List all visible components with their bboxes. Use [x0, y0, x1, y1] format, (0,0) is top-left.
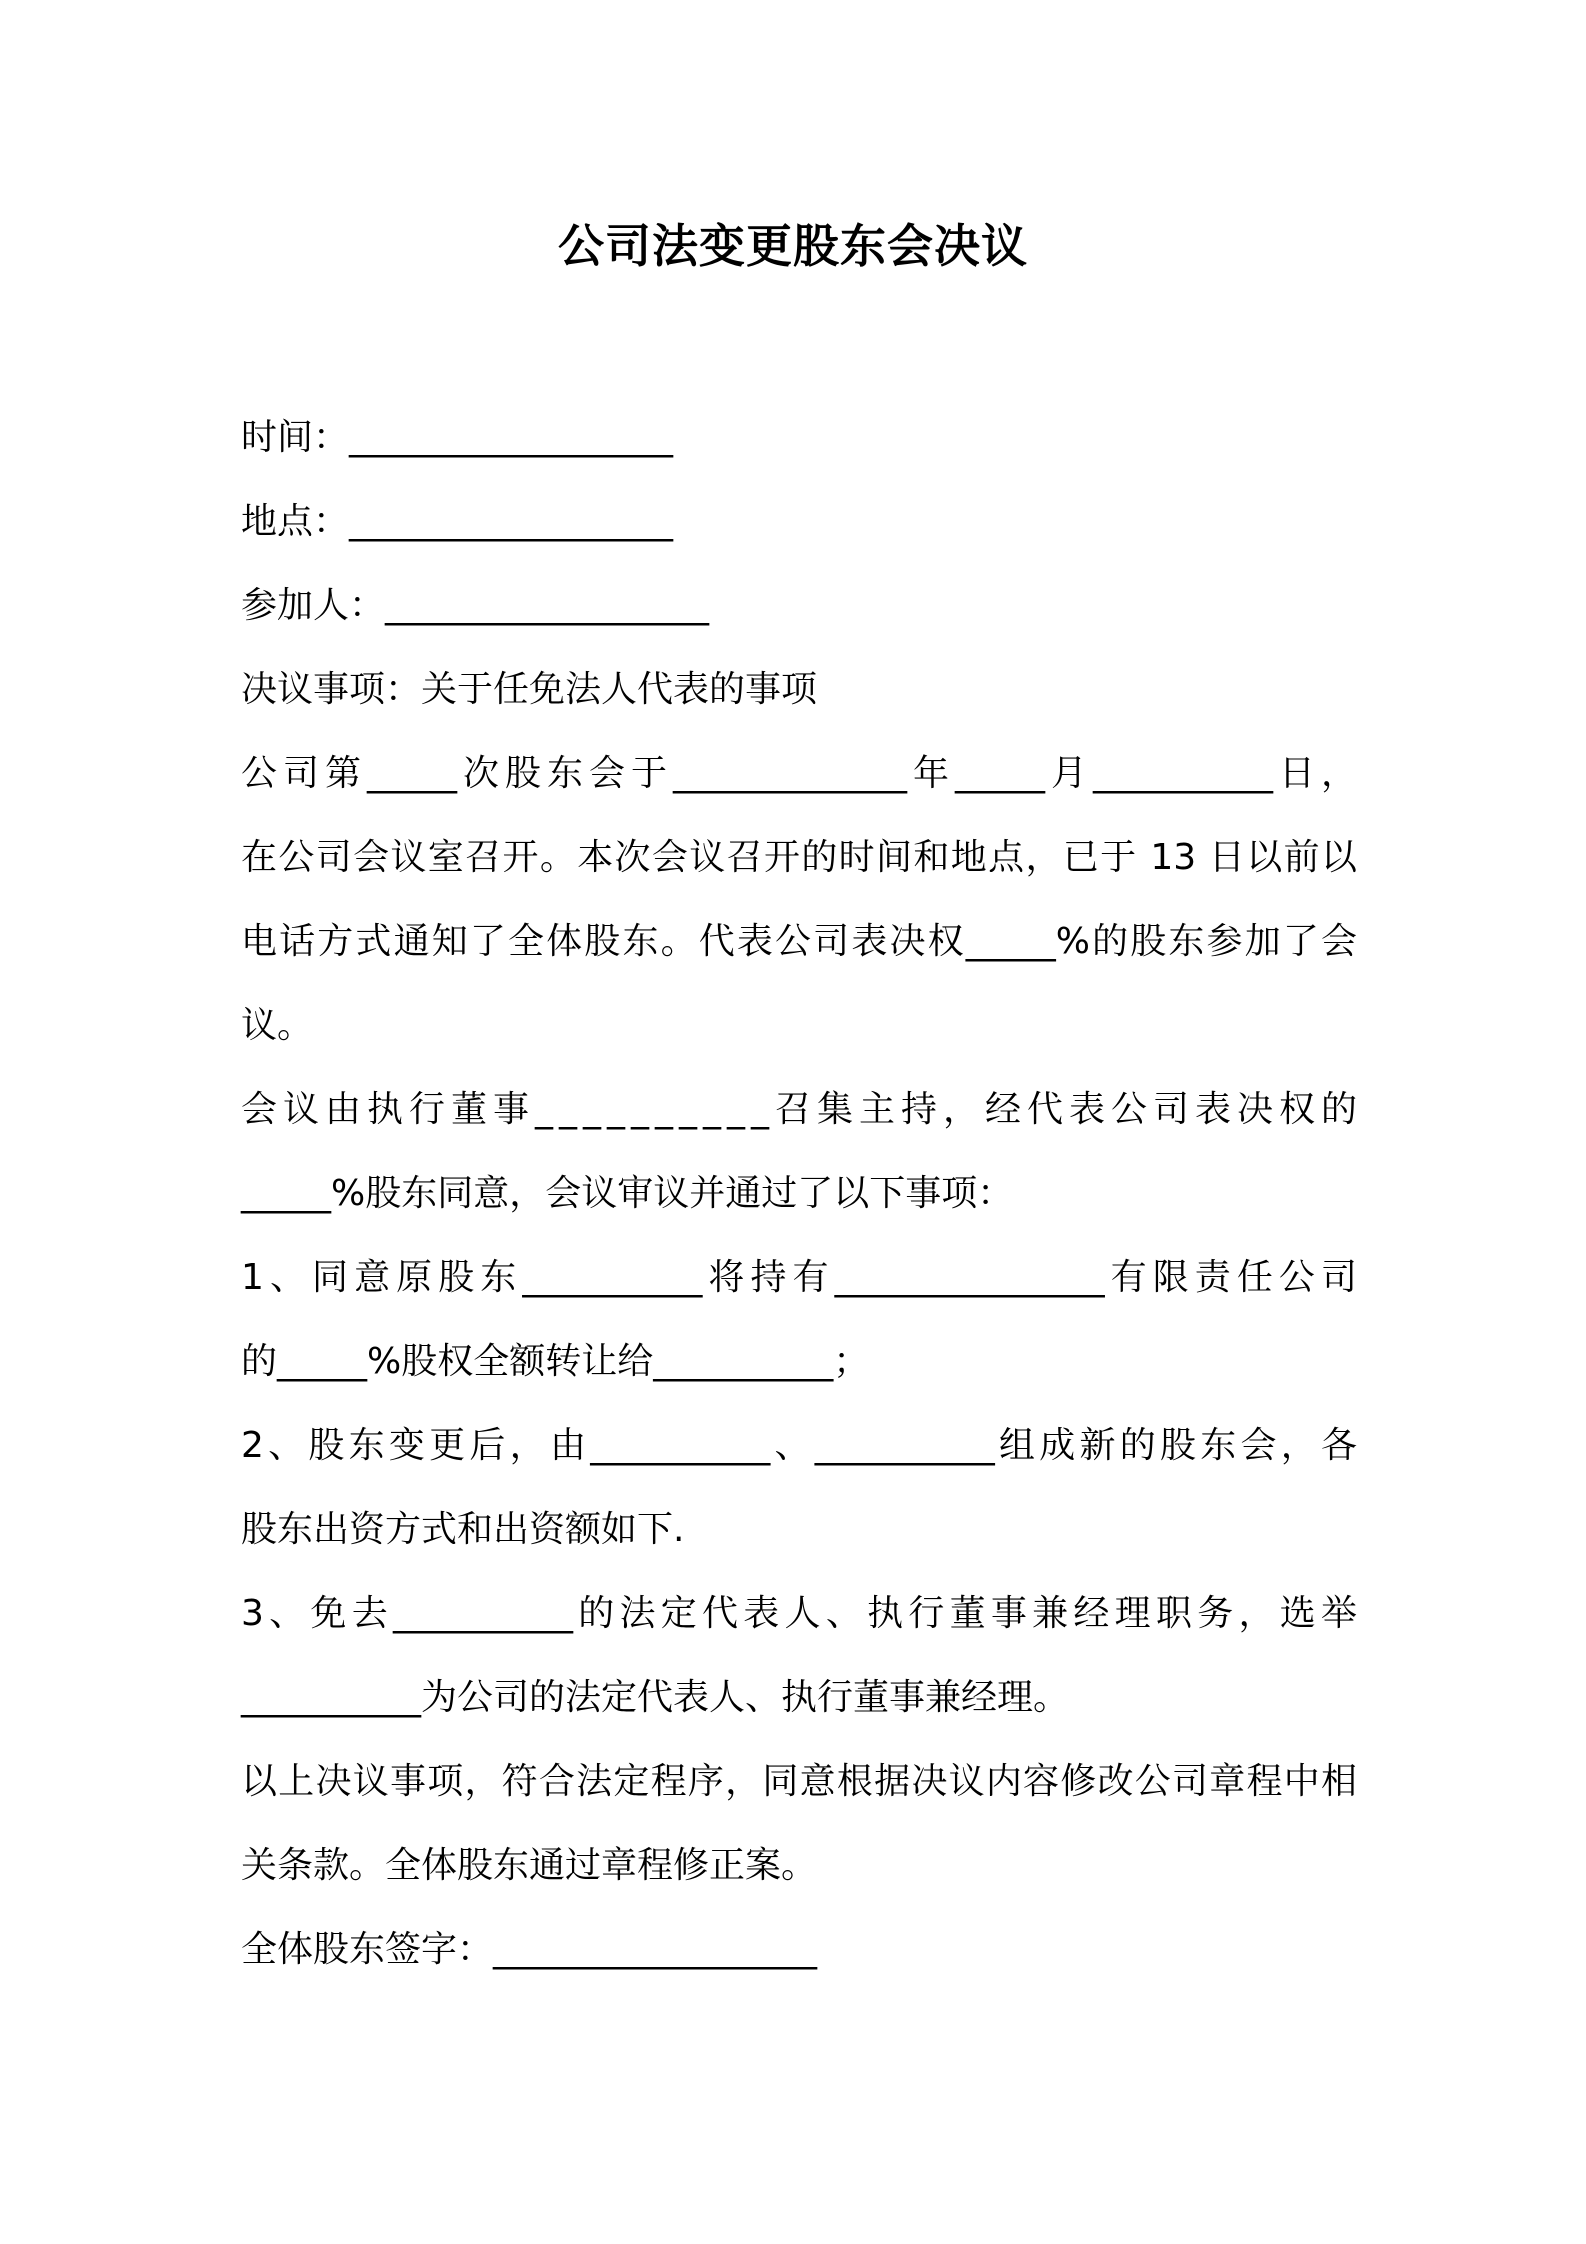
item-2-line: 2、股东变更后，由__________、__________组成新的股东会，各	[241, 1425, 1357, 1466]
item-3-line: 3、免去__________的法定代表人、执行董事兼经理职务，选举	[241, 1593, 1357, 1634]
document-title: 公司法变更股东会决议	[558, 219, 1028, 273]
conclusion-line: 以上决议事项，符合法定程序，同意根据决议内容修改公司章程中相	[241, 1761, 1357, 1802]
time-field-line: 时间：__________________	[241, 417, 674, 458]
meeting-location-line: 在公司会议室召开。本次会议召开的时间和地点，已于 13 日以前以	[241, 837, 1357, 878]
location-field-line: 地点：__________________	[241, 501, 674, 542]
item-1-line: 1、同意原股东__________将持有_______________有限责任公司	[241, 1257, 1357, 1298]
resolution-matter-line: 决议事项：关于任免法人代表的事项	[241, 669, 818, 710]
signature-line: 全体股东签字：__________________	[241, 1929, 818, 1970]
item-2-line-end: 股东出资方式和出资额如下.	[241, 1509, 685, 1550]
notification-line-end: 议。	[241, 1005, 314, 1046]
chair-line: 会议由执行董事__________召集主持，经代表公司表决权的	[241, 1089, 1364, 1130]
meeting-date-line: 公司第_____次股东会于_____________年_____月__________日，	[241, 753, 1357, 794]
approval-line: _____%股东同意，会议审议并通过了以下事项：	[241, 1173, 1014, 1214]
conclusion-line-end: 关条款。全体股东通过章程修正案。	[241, 1845, 818, 1886]
participants-field-line: 参加人：__________________	[241, 585, 710, 626]
item-1-line-end: 的_____%股权全额转让给__________；	[241, 1341, 870, 1382]
item-3-line-end: __________为公司的法定代表人、执行董事兼经理。	[241, 1677, 1070, 1718]
notification-line: 电话方式通知了全体股东。代表公司表决权_____%的股东参加了会	[241, 921, 1357, 962]
